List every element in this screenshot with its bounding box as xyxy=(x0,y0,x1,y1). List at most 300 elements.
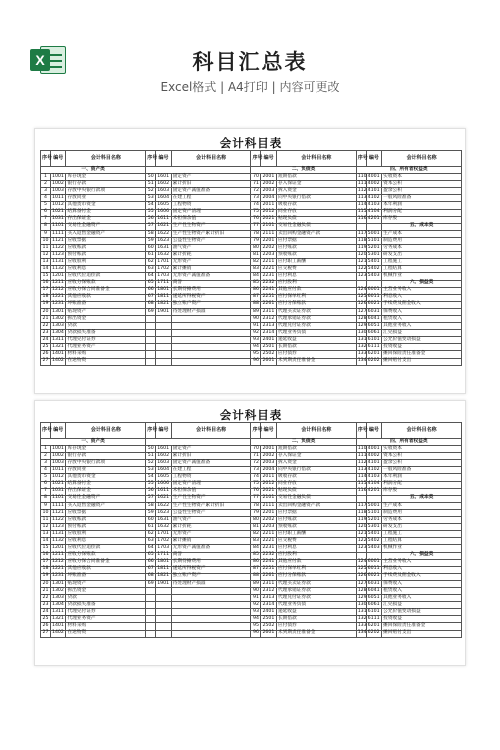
account-code-cell: 2021 xyxy=(261,488,277,495)
table-row xyxy=(41,259,462,266)
table-row xyxy=(41,266,462,273)
account-code-cell: 5402 xyxy=(366,266,382,273)
column-header: 编号 xyxy=(261,423,277,439)
row-index-cell: 125 xyxy=(357,294,367,300)
account-code-cell xyxy=(156,595,172,602)
account-code-cell: 4102 xyxy=(366,467,382,474)
table-row xyxy=(41,623,462,630)
row-index-cell: 115 xyxy=(357,481,367,487)
account-name-cell: 应收代位追偿款 xyxy=(66,545,146,552)
account-name-cell: 递延所得税资产 xyxy=(171,566,251,573)
account-code-cell: 1631 xyxy=(156,517,172,524)
row-index-cell: 17 xyxy=(42,287,49,293)
account-name-cell: 存放中央银行款项 xyxy=(66,188,146,195)
account-code-cell: 1111 xyxy=(50,230,66,237)
table-row xyxy=(41,358,462,365)
account-code-cell: 1632 xyxy=(156,524,172,531)
account-name-cell: 存放同业 xyxy=(66,195,146,202)
account-code-cell: 1221 xyxy=(50,566,66,573)
account-name-cell: 公允价值变动损益 xyxy=(382,337,462,344)
account-name-cell: 其他应付款 xyxy=(276,287,356,294)
row-index-cell: 129 xyxy=(357,322,367,328)
row-index-cell: 13 xyxy=(42,258,49,264)
account-name-cell: 代理兑付证券款 xyxy=(276,323,356,330)
row-index-cell: 82 xyxy=(252,530,259,536)
account-name-cell: 累计折旧 xyxy=(171,453,251,460)
account-name-cell: 生产性生物资产 xyxy=(171,223,251,230)
row-index-cell: 12 xyxy=(42,523,49,529)
account-code-cell: 1303 xyxy=(50,323,66,330)
account-name-cell: 坏账准备 xyxy=(66,573,146,580)
account-name-cell: 油气资产 xyxy=(171,245,251,252)
row-index-cell: 55 xyxy=(147,481,154,487)
account-name-cell: 无形资产 xyxy=(171,259,251,266)
row-index-cell xyxy=(146,351,156,358)
account-code-cell: 2502 xyxy=(261,623,277,630)
account-name-cell: 存入保证金 xyxy=(276,181,356,188)
row-index-cell: 79 xyxy=(252,237,259,243)
account-code-cell: 4101 xyxy=(366,188,382,195)
row-index-cell: 75 xyxy=(252,481,259,487)
row-index-cell: 20 xyxy=(42,580,49,586)
account-name-cell: 生产性生物资产累计折旧 xyxy=(171,230,251,237)
account-name-cell: 应付账款 xyxy=(276,245,356,252)
column-header: 会计科目名称 xyxy=(66,151,146,167)
table-row xyxy=(41,524,462,531)
account-code-cell xyxy=(156,315,172,322)
account-name-cell: 应付保单红利 xyxy=(276,294,356,301)
column-header: 编号 xyxy=(261,151,277,167)
account-name-cell xyxy=(171,595,251,602)
account-name-cell: 代理兑付证券 xyxy=(66,609,146,616)
row-index-cell: 94 xyxy=(252,616,259,622)
account-code-cell: 1303 xyxy=(50,595,66,602)
account-name-cell: 工程施工 xyxy=(382,531,462,538)
account-code-cell: 1304 xyxy=(50,602,66,609)
account-name-cell: 商誉 xyxy=(171,280,251,287)
account-name-cell: 应付债券 xyxy=(276,351,356,358)
row-index-cell: 128 xyxy=(357,587,367,593)
account-name-cell xyxy=(171,616,251,623)
row-index-cell: 73 xyxy=(252,467,259,473)
account-name-cell: 材料采购 xyxy=(66,623,146,630)
account-code-cell: 5101 xyxy=(366,509,382,516)
column-header: 序号 xyxy=(251,151,261,167)
account-code-cell: 1221 xyxy=(50,294,66,301)
account-code-cell: 2101 xyxy=(261,223,277,230)
row-index-cell: 89 xyxy=(252,308,259,314)
account-name-cell: 应收分保合同准备金 xyxy=(66,559,146,566)
account-name-cell: 交易性金融负债 xyxy=(276,223,356,230)
table-row xyxy=(41,330,462,337)
account-name-cell: 其他业务收入 xyxy=(382,323,462,330)
account-code-cell: 1123 xyxy=(50,252,66,259)
account-name-cell xyxy=(171,315,251,322)
account-name-cell: 应收代位追偿款 xyxy=(66,273,146,280)
row-index-cell: 123 xyxy=(357,545,367,551)
account-code-cell: 2203 xyxy=(261,252,277,259)
account-name-cell: 实收资本 xyxy=(382,446,462,453)
account-name-cell: 应收分保账款 xyxy=(66,280,146,287)
account-code-cell: 2111 xyxy=(261,502,277,509)
table-row xyxy=(41,502,462,509)
account-name-cell: 长期借款 xyxy=(276,344,356,351)
row-index-cell: 86 xyxy=(252,559,259,565)
row-index-cell: 75 xyxy=(252,209,259,215)
account-code-cell: 1611 xyxy=(156,216,172,223)
account-name-cell: 利息收入 xyxy=(382,566,462,573)
row-index-cell: 27 xyxy=(42,630,49,636)
table-row xyxy=(41,223,462,230)
account-name-cell: 拆入资金 xyxy=(276,188,356,195)
row-index-cell: 7 xyxy=(41,216,51,223)
row-index-cell: 54 xyxy=(147,202,154,208)
table-row xyxy=(41,474,462,481)
row-index-cell: 119 xyxy=(357,516,367,522)
table-row xyxy=(41,252,462,259)
account-name-cell: 吸收存款 xyxy=(276,474,356,481)
row-index-cell: 83 xyxy=(252,538,259,543)
account-name-cell: 贷款损失准备 xyxy=(66,602,146,609)
account-name-cell: 应付分保账款 xyxy=(276,573,356,580)
row-index-cell: 68 xyxy=(147,301,154,307)
account-name-cell: 手续费及佣金收入 xyxy=(382,573,462,580)
account-code-cell: 4102 xyxy=(366,195,382,202)
sheet-preview-2 xyxy=(34,400,466,666)
row-index-cell: 122 xyxy=(357,266,367,271)
account-code-cell: 1012 xyxy=(50,202,66,209)
row-index-cell: 76 xyxy=(252,488,259,494)
row-index-cell: 95 xyxy=(252,623,259,629)
account-name-cell: 贴现负债 xyxy=(276,216,356,223)
row-index-cell: 96 xyxy=(252,630,259,636)
account-name-cell: 应付利息 xyxy=(276,273,356,280)
account-code-cell: 4002 xyxy=(366,181,382,188)
account-name-cell: 卖出回购金融资产款 xyxy=(276,230,356,237)
account-name-cell: 应交税费 xyxy=(276,538,356,545)
account-name-cell: 其他货币资金 xyxy=(66,202,146,209)
row-index-cell: 27 xyxy=(42,358,49,364)
account-name-cell: 预收账款 xyxy=(276,252,356,259)
account-name-cell: 应收分保账款 xyxy=(66,552,146,559)
row-index-cell: 9 xyxy=(41,230,51,237)
account-code-cell: 1003 xyxy=(50,460,66,467)
row-index-cell: 4 xyxy=(41,195,51,202)
account-name-cell: 劳务成本 xyxy=(382,245,462,252)
account-name-cell: 生产成本 xyxy=(382,502,462,509)
account-name-cell: 摊回赔付支出 xyxy=(382,630,462,637)
row-index-cell: 17 xyxy=(42,559,49,565)
account-name-cell: 其他业务收入 xyxy=(382,595,462,602)
row-index-cell: 116 xyxy=(357,216,367,222)
account-code-cell xyxy=(156,358,172,365)
account-code-cell: 1111 xyxy=(50,502,66,509)
row-index-cell: 57 xyxy=(147,223,154,229)
row-index-cell: 18 xyxy=(42,566,49,572)
account-name-cell: 贷款损失准备 xyxy=(66,330,146,337)
table-row xyxy=(41,315,462,322)
account-name-cell: 长期借款 xyxy=(276,616,356,623)
row-index-cell: 131 xyxy=(357,336,367,342)
row-index-cell: 122 xyxy=(357,538,367,543)
row-index-cell xyxy=(146,315,156,322)
account-name-cell: 应收利息 xyxy=(66,266,146,273)
row-index-cell: 18 xyxy=(42,294,49,300)
row-index-cell: 15 xyxy=(42,545,49,551)
account-code-cell: 1122 xyxy=(50,245,66,252)
table-row xyxy=(41,481,462,488)
account-name-cell: 摊回保险责任准备金 xyxy=(382,623,462,630)
account-name-cell: 其他应收款 xyxy=(66,294,146,301)
account-name-cell: 银行存款 xyxy=(66,453,146,460)
row-index-cell: 78 xyxy=(252,230,259,236)
account-code-cell: 2232 xyxy=(261,280,277,287)
account-code-cell: 2003 xyxy=(261,188,277,195)
row-index-cell: 67 xyxy=(147,294,154,300)
account-code-cell: 2211 xyxy=(261,531,277,538)
row-index-cell: 74 xyxy=(252,202,259,208)
account-name-cell xyxy=(171,337,251,344)
account-code-cell: 2221 xyxy=(261,538,277,545)
account-code-cell: 1401 xyxy=(50,623,66,630)
account-name-cell: 贴现负债 xyxy=(276,488,356,495)
account-code-cell: 1212 xyxy=(50,287,66,294)
account-code-cell: 2202 xyxy=(261,245,277,252)
row-index-cell: 120 xyxy=(357,251,367,257)
account-code-cell: 1121 xyxy=(50,237,66,244)
account-name-cell: 无形资产 xyxy=(171,531,251,538)
row-index-cell: 60 xyxy=(147,244,154,250)
row-index-cell: 16 xyxy=(42,280,49,286)
account-name-cell: 累计折耗 xyxy=(171,524,251,531)
row-index-cell: 4 xyxy=(41,467,51,474)
row-index-cell: 66 xyxy=(147,287,154,293)
excel-letter-icon: X xyxy=(30,49,50,71)
account-name-cell: 代理业务资产 xyxy=(66,344,146,351)
row-index-cell: 119 xyxy=(357,244,367,250)
table-row xyxy=(41,630,462,637)
row-index-cell: 25 xyxy=(42,616,49,622)
column-header: 编号 xyxy=(50,151,66,167)
row-index-cell: 63 xyxy=(147,538,154,543)
row-index-cell: 111 xyxy=(357,180,367,186)
section-header: 一、资产类 xyxy=(41,439,146,446)
account-code-cell: 1401 xyxy=(50,351,66,358)
row-index-cell xyxy=(146,609,156,616)
account-code-cell: 1211 xyxy=(50,280,66,287)
account-code-cell: 2012 xyxy=(261,209,277,216)
account-code-cell: 1012 xyxy=(50,474,66,481)
account-name-cell: 买入返售金融资产 xyxy=(66,230,146,237)
account-name-cell: 劳务成本 xyxy=(382,517,462,524)
row-index-cell: 16 xyxy=(42,552,49,558)
row-index-cell: 110 xyxy=(357,173,367,179)
row-index-cell: 26 xyxy=(42,623,49,629)
account-code-cell: 2401 xyxy=(261,337,277,344)
account-code-cell: 1631 xyxy=(156,245,172,252)
account-code-cell: 2211 xyxy=(261,259,277,266)
account-code-cell: 1821 xyxy=(156,301,172,308)
column-header: 序号 xyxy=(146,151,156,167)
row-index-cell: 65 xyxy=(147,552,154,558)
account-code-cell: 1031 xyxy=(50,216,66,223)
column-header: 序号 xyxy=(41,151,51,167)
row-index-cell: 10 xyxy=(42,237,49,243)
account-name-cell: 五、成本类 xyxy=(382,223,462,230)
account-code-cell: 1132 xyxy=(50,538,66,545)
account-name-cell: 主营业务收入 xyxy=(382,559,462,566)
row-index-cell: 127 xyxy=(357,308,367,314)
account-name-cell: 租赁收入 xyxy=(382,315,462,322)
account-name-cell: 应付分保账款 xyxy=(276,301,356,308)
account-code-cell: 1131 xyxy=(50,531,66,538)
row-index-cell: 58 xyxy=(147,502,154,508)
row-index-cell: 52 xyxy=(147,187,154,193)
table-row xyxy=(41,230,462,237)
account-name-cell: 未到期责任准备金 xyxy=(276,358,356,365)
account-code-cell: 6111 xyxy=(366,616,382,623)
row-index-cell xyxy=(146,602,156,609)
account-name-cell: 研发支出 xyxy=(382,524,462,531)
account-name-cell: 其他应付款 xyxy=(276,559,356,566)
account-code-cell: 1302 xyxy=(50,315,66,322)
row-index-cell: 59 xyxy=(147,237,154,243)
row-index-cell xyxy=(146,344,156,351)
account-code-cell: 1711 xyxy=(156,552,172,559)
account-code-cell: 1801 xyxy=(156,287,172,294)
account-name-cell: 同业存放 xyxy=(276,209,356,216)
account-name-cell: 一般风险准备 xyxy=(382,195,462,202)
account-code-cell: 2241 xyxy=(261,287,277,294)
account-code-cell: 6061 xyxy=(366,330,382,337)
account-code-cell: 2221 xyxy=(261,266,277,273)
account-name-cell: 应付账款 xyxy=(276,517,356,524)
account-code-cell: 2001 xyxy=(261,446,277,453)
row-index-cell: 126 xyxy=(357,301,367,307)
account-code-cell: 5301 xyxy=(366,524,382,531)
account-name-cell: 工程物资 xyxy=(171,474,251,481)
account-name-cell: 代理兑付证券款 xyxy=(276,595,356,602)
row-index-cell: 96 xyxy=(252,358,259,364)
account-code-cell: 1602 xyxy=(156,453,172,460)
account-code-cell xyxy=(366,495,382,502)
account-code-cell: 1301 xyxy=(50,308,66,315)
row-index-cell: 83 xyxy=(252,266,259,271)
account-code-cell: 2251 xyxy=(261,566,277,573)
account-code-cell: 5001 xyxy=(366,502,382,509)
table-row xyxy=(41,538,462,545)
account-code-cell: 2501 xyxy=(261,616,277,623)
account-code-cell: 6001 xyxy=(366,287,382,294)
account-name-cell: 应收账款 xyxy=(66,245,146,252)
account-name-cell: 利润分配 xyxy=(382,481,462,488)
account-code-cell: 1002 xyxy=(50,453,66,460)
account-code-cell: 5001 xyxy=(366,230,382,237)
account-code-cell: 4104 xyxy=(366,209,382,216)
account-code-cell: 2201 xyxy=(261,509,277,516)
row-index-cell: 23 xyxy=(42,601,49,607)
account-name-cell: 存放同业 xyxy=(66,467,146,474)
account-code-cell: 1601 xyxy=(156,174,172,181)
account-code-cell: 6051 xyxy=(366,323,382,330)
account-code-cell: 2312 xyxy=(261,587,277,594)
account-code-cell: 1031 xyxy=(50,488,66,495)
account-name-cell: 生产性生物资产累计折旧 xyxy=(171,502,251,509)
row-index-cell: 77 xyxy=(252,495,259,501)
account-code-cell xyxy=(156,587,172,594)
table-row xyxy=(41,337,462,344)
account-name-cell: 短期借款 xyxy=(276,174,356,181)
account-name-cell: 长期待摊费用 xyxy=(171,559,251,566)
account-name-cell: 本年利润 xyxy=(382,474,462,481)
table-row xyxy=(41,216,462,223)
account-code-cell: 1703 xyxy=(156,545,172,552)
account-code-cell: 4201 xyxy=(366,216,382,223)
account-name-cell: 应付债券 xyxy=(276,623,356,630)
account-name-cell: 本年利润 xyxy=(382,202,462,209)
row-index-cell: 7 xyxy=(41,488,51,495)
table-header-row xyxy=(41,423,462,439)
account-code-cell: 1201 xyxy=(50,273,66,280)
account-code-cell xyxy=(156,609,172,616)
row-index-cell: 70 xyxy=(252,173,259,179)
table-row xyxy=(41,446,462,453)
row-index-cell: 68 xyxy=(147,573,154,579)
row-index-cell: 115 xyxy=(357,209,367,215)
account-code-cell: 1811 xyxy=(156,294,172,301)
account-name-cell: 交易性金融资产 xyxy=(66,495,146,502)
table-row xyxy=(41,545,462,552)
row-index-cell: 2 xyxy=(41,453,51,460)
account-name-cell: 存入保证金 xyxy=(276,453,356,460)
account-code-cell: 2101 xyxy=(261,495,277,502)
column-header: 会计科目名称 xyxy=(66,423,146,439)
account-code-cell: 1701 xyxy=(156,259,172,266)
account-name-cell: 固定资产 xyxy=(171,174,251,181)
account-name-cell: 固定资产 xyxy=(171,446,251,453)
row-index-cell: 19 xyxy=(42,573,49,579)
page-subtitle: Excel格式 | A4打印 | 内容可更改 xyxy=(160,80,340,94)
account-code-cell: 2241 xyxy=(261,559,277,566)
account-name-cell: 应付利息 xyxy=(276,545,356,552)
account-name-cell: 摊回保险责任准备金 xyxy=(382,351,462,358)
table-row xyxy=(41,323,462,330)
account-code-cell: 2202 xyxy=(261,517,277,524)
account-name-cell: 应付职工薪酬 xyxy=(276,531,356,538)
row-index-cell: 6 xyxy=(41,209,51,216)
account-code-cell: 2021 xyxy=(261,216,277,223)
account-code-cell: 1123 xyxy=(50,524,66,531)
account-code-cell: 2401 xyxy=(261,609,277,616)
row-index-cell: 14 xyxy=(42,266,49,271)
account-code-cell: 2231 xyxy=(261,273,277,280)
account-name-cell: 预付账款 xyxy=(66,524,146,531)
account-code-cell: 2012 xyxy=(261,481,277,488)
empty-cell xyxy=(146,439,251,446)
account-code-cell: 5401 xyxy=(366,259,382,266)
account-name-cell xyxy=(171,587,251,594)
row-index-cell: 73 xyxy=(252,195,259,201)
table-row xyxy=(41,467,462,474)
account-code-cell xyxy=(156,337,172,344)
account-code-cell: 6001 xyxy=(366,559,382,566)
account-name-cell: 固定资产减值准备 xyxy=(171,188,251,195)
row-index-cell xyxy=(146,616,156,623)
account-name-cell: 利息收入 xyxy=(382,294,462,301)
row-index-cell: 129 xyxy=(357,594,367,600)
row-index-cell xyxy=(356,495,366,502)
row-index-cell: 114 xyxy=(357,202,367,208)
